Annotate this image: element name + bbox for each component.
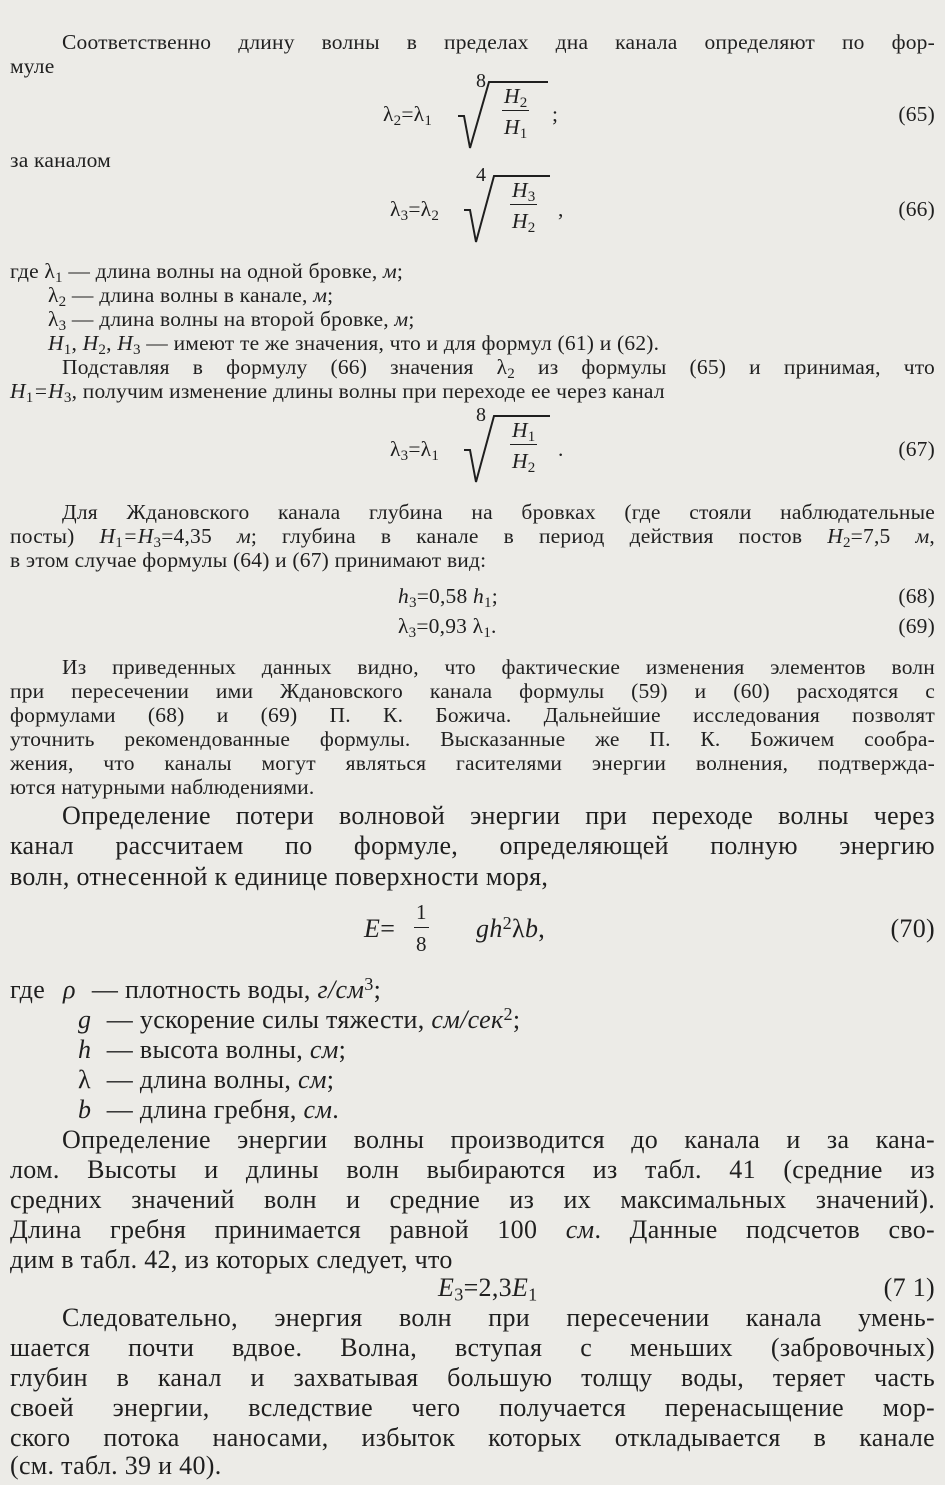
equation-lhs: E= — [364, 914, 396, 943]
text-line: Соответственно длину волны в пределах дна канала определяют по фор- — [62, 30, 935, 54]
equation-body: $E_3=2,3E_1$ — [438, 1273, 538, 1305]
legend-line: где ρ — плотность воды, $г/см^3$; — [10, 973, 382, 1004]
equation-tail: ; — [552, 102, 559, 126]
text-line: канал рассчитаем по формуле, определяющей полную энергию — [10, 831, 935, 860]
fraction: $\frac{H_3}{H_2}$ — [512, 178, 536, 236]
text-line: Определение энергии волны производится до канала и за кана- — [62, 1125, 935, 1154]
equation-body: $h_3=0,58$ $h_1$; — [398, 584, 498, 611]
text-line: Подставляя в формулу (66) значения $\lambda_2$ из формулы (65) и принимая, что — [62, 355, 935, 382]
root-index: 8 — [476, 70, 486, 92]
text-line: Определение потери волновой энергии при переходе волны через — [62, 801, 935, 830]
root-index: 4 — [476, 164, 486, 186]
legend-line: λ — длина волны, см; — [78, 1065, 335, 1094]
equation-lhs: $\lambda_2=\lambda_1$ — [383, 102, 433, 129]
equation-number: (70) — [890, 914, 935, 943]
equation-number: (69) — [898, 614, 935, 638]
text-line: при пересечении ими Ждановского канала формулы (59) и (60) расходятся с — [10, 679, 935, 703]
equation-body: $gh^2\lambda b$, — [476, 912, 546, 943]
text-line: своей энергии, вследствие чего получается перенасыщение мор- — [10, 1393, 935, 1422]
equation-number: (68) — [898, 584, 935, 608]
text-line: лом. Высоты и длины волн выбираются из табл. 41 (средние из — [10, 1155, 935, 1184]
text-line: дим в табл. 42, из которых следует, что — [10, 1245, 453, 1274]
text-line: за каналом — [10, 148, 111, 172]
equation-body: $\lambda_3=0,93$ $\lambda_1$. — [398, 614, 497, 641]
text-line: (см. табл. 39 и 40). — [10, 1451, 222, 1480]
legend-line: $\lambda_3$ — длина волны на второй бровке, м; — [48, 307, 415, 334]
legend-line: где $\lambda_1$ — длина волны на одной бровке, м; — [10, 259, 404, 286]
text-line: посты) $H_1=H_3=4,35$ м; глубина в канале в период действия постов $H_2=7,5$ м, — [10, 524, 935, 551]
text-line: уточнить рекомендованные формулы. Высказанные же П. К. Божичем сообра- — [10, 727, 935, 751]
text-line: Длина гребня принимается равной 100 см. Данные подсчетов сво- — [10, 1215, 935, 1244]
equation-number: (65) — [898, 102, 935, 126]
text-line: шается почти вдвое. Волна, вступая с меньших (забровочных) — [10, 1333, 935, 1362]
equation-lhs: $\lambda_3=\lambda_1$ — [390, 437, 440, 464]
fraction: $\frac{1}{8}$ — [416, 900, 427, 956]
equation-tail: . — [558, 437, 564, 461]
text-line: Из приведенных данных видно, что фактические изменения элементов волн — [62, 655, 935, 679]
text-line: средних значений волн и средние из их максимальных значений). — [10, 1185, 935, 1214]
text-line: в этом случае формулы (64) и (67) принимают вид: — [10, 548, 487, 572]
text-line: формулами (68) и (69) П. К. Божича. Дальнейшие исследования позволят — [10, 703, 935, 727]
equation-number: (66) — [898, 197, 935, 221]
equation-number: (67) — [898, 437, 935, 461]
root-index: 8 — [476, 404, 486, 426]
equation-lhs: $\lambda_3=\lambda_2$ — [390, 197, 440, 224]
text-line: Следовательно, энергия волн при пересечении канала умень- — [62, 1303, 935, 1332]
equation-number: (7 1) — [883, 1273, 935, 1302]
text-line: $H_1=H_3$, получим изменение длины волны при переходе ее через канал — [10, 379, 665, 406]
text-line: волн, отнесенной к единице поверхности моря, — [10, 862, 549, 891]
fraction: $\frac{H_2}{H_1}$ — [504, 84, 528, 142]
text-line: Для Ждановского канала глубина на бровках (где стояли наблюдательные — [62, 500, 935, 524]
legend-line: $H_1$, $H_2$, $H_3$ — имеют те же значения, что и для формул (61) и (62). — [48, 331, 660, 358]
text-line: ского потока наносами, избыток которых откладывается в канале — [10, 1423, 935, 1452]
legend-line: h — высота волны, см; — [78, 1035, 347, 1064]
equation-tail: , — [558, 197, 564, 221]
text-line: ются натурными наблюдениями. — [10, 775, 315, 799]
legend-line: g — ускорение силы тяжести, см/сек$^2$; — [78, 1003, 521, 1034]
text-line: глубин в канал и захватывая большую толщу воды, теряет часть — [10, 1363, 935, 1392]
fraction: $\frac{H_1}{H_2}$ — [512, 418, 536, 476]
legend-line: b — длина гребня, см. — [78, 1095, 340, 1124]
text-line: жения, что каналы могут являться гасителями энергии волнения, подтвержда- — [10, 751, 935, 775]
legend-line: $\lambda_2$ — длина волны в канале, м; — [48, 283, 334, 310]
text-line: муле — [10, 54, 55, 78]
